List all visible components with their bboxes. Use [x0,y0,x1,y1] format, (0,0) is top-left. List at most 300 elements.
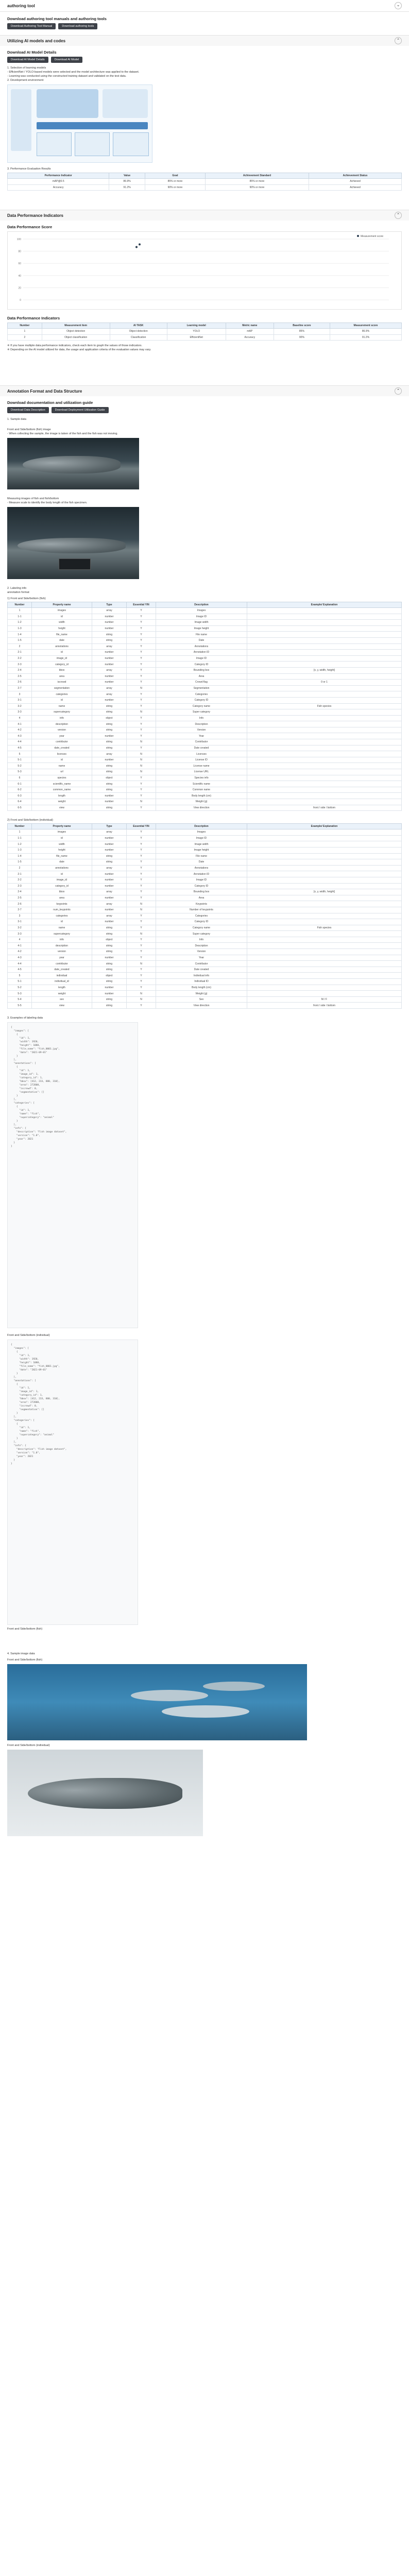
label-row-cell: Y [127,829,156,836]
legend-label: Measurement score [361,235,384,238]
label-row-cell [247,781,402,787]
label-row [8,955,402,961]
label-row-cell: number [92,991,127,997]
label-row-cell: N [127,709,156,716]
label-row-cell: Y [127,853,156,859]
label-row-cell: 1-2 [8,841,32,848]
label-row-cell: number [92,871,127,877]
label-row [8,715,402,721]
indicator-row [8,334,402,341]
label-row [8,901,402,907]
label-row-cell: Info [156,715,247,721]
label-row-cell: Y [127,865,156,871]
label-row-cell: Categories [156,691,247,698]
label-row [8,769,402,775]
label-row-cell: 4-4 [8,961,32,967]
label-row-cell: array [92,829,127,836]
label-row [8,985,402,991]
label-row [8,937,402,943]
label-row-cell: 5-1 [8,757,32,763]
perf-indicators-title: Data Performance Indicators [7,316,60,320]
label-row-cell: 4-5 [8,745,32,751]
label-row-cell: 6-4 [8,799,32,805]
label-row-cell: array [92,901,127,907]
label-row-cell: Number of keypoints [156,907,247,913]
label-row-cell: N [127,751,156,757]
label-row [8,637,402,643]
label-row-cell [247,739,402,745]
label-row-cell: number [92,625,127,632]
label-row [8,650,402,656]
indicator-row-cell: 1 [8,329,42,335]
img-caption-2: Front and Side/bottom (individual) [7,1744,50,1747]
label-row-cell: array [92,751,127,757]
authoring-title: Download authoring tool manuals and authoring tools [7,16,107,21]
label-row-cell: contributor [32,961,92,967]
chevron-down-icon[interactable]: ⌄ [395,2,402,9]
label-row-cell: Y [127,841,156,848]
label-row [8,835,402,841]
label-row-cell: supercategory [32,931,92,937]
example-caption-1: Front and Side/bottom (fish) [7,1628,43,1631]
label-row-cell [247,799,402,805]
label-row-cell: num_keypoints [32,907,92,913]
label-row-cell: 1-4 [8,853,32,859]
label-row-cell: id [32,614,92,620]
label-row-cell: string [92,787,127,793]
label-row-cell: Images [156,608,247,614]
label-row-cell: string [92,637,127,643]
label-row-cell: Keypoints [156,901,247,907]
label-row-cell: N [127,961,156,967]
label-row-cell: array [92,865,127,871]
label-row-cell: Y [127,637,156,643]
perf-section-header[interactable] [0,210,409,221]
label-row-cell: 5-3 [8,991,32,997]
label-row-cell: Y [127,727,156,733]
label-row-cell: 5-1 [8,979,32,985]
label-row-cell: Y [127,608,156,614]
label-row-cell: Individual info [156,973,247,979]
label-row-cell: Y [127,781,156,787]
label-row-cell: 4-1 [8,943,32,949]
label-row-cell: 6-2 [8,787,32,793]
label-row-cell: Category name [156,703,247,709]
label-row-cell: 4-4 [8,739,32,745]
label-row [8,961,402,967]
label-row-cell: array [92,608,127,614]
example-json-2: { "images": [ { "id": 1, "width": 1920, "height": 1080, "file_name": "fish_0001.jpg", "date": "2021-09-01" } ], "annotations": [ { "id": 1, "image_id": 1, "category_id": 1, "bbox": [412, 233, 880, 310], "area": 272800, "iscrowd": 0, "segmentation": [] } ], "categories": [ { "id": 1, "name": "fish", "supercategory": "animal" } ], "info": { "description": "Fish image dataset", "version": "1.0", "year": 2021 } } [7,1340,138,1625]
label-row-cell: description [32,721,92,727]
label-row-cell: length [32,985,92,991]
sample-title: 1. Sample data [7,418,26,421]
table2-caption: 2) Front and Side/bottom (individual) [7,819,53,822]
label-row [8,913,402,919]
table1-caption: 1) Front and Side/bottom (fish) [7,597,46,600]
label-row-cell: version [32,727,92,733]
label-row-cell: Images [156,829,247,836]
label-row-cell: Image ID [156,614,247,620]
label-row-cell: Y [127,787,156,793]
label-row [8,775,402,781]
label-row-cell: Y [127,859,156,866]
label-row-cell [247,961,402,967]
label-row-cell [247,614,402,620]
label-row [8,829,402,836]
label-th: Type [92,824,127,829]
label-row-cell: 4 [8,937,32,943]
label-row-cell: N [127,763,156,769]
label-row-cell: number [92,673,127,680]
label-row-cell: 4-5 [8,967,32,973]
label-row-cell: id [32,650,92,656]
label-row-cell: category_id [32,662,92,668]
label-row [8,883,402,889]
ai-note-3: - Learning was conducted using the constructed training dataset and validated on the test data. [7,75,127,78]
label-row-cell [247,943,402,949]
label-row-cell [247,775,402,781]
label-row-cell: License ID [156,757,247,763]
label-row-cell: Fish species [247,925,402,931]
label-row-cell [247,721,402,727]
label-row-cell: 2-2 [8,877,32,883]
photo-note-1: - When collecting the sample, the image is taken of the fish and the fish was not moving. [7,432,118,435]
label-row-cell: 2-2 [8,655,32,662]
label-row-cell: width [32,620,92,626]
ind-th: Measurement score [330,323,401,329]
label-row [8,632,402,638]
label-row-cell: string [92,1003,127,1009]
label-row-cell: Date created [156,745,247,751]
label-row-cell [247,895,402,901]
chevron-up-icon[interactable]: ⌃ [395,37,402,44]
label-row-cell [247,787,402,793]
label-row-cell: 5-2 [8,763,32,769]
ai-download-title: Download AI Model Details [7,50,57,55]
label-row-cell: Body length (cm) [156,793,247,799]
label-row-cell: object [92,937,127,943]
label-row-cell: array [92,685,127,691]
label-row-cell: Y [127,937,156,943]
indicator-row-cell: 2 [8,334,42,341]
label-row [8,751,402,757]
y-tick-label: 60 [18,262,21,266]
label-row [8,787,402,793]
label-row-cell [247,662,402,668]
label-table-2 [7,823,402,1009]
label-row-cell: weight [32,799,92,805]
indicator-row-cell: Object classification [42,334,110,341]
label-row [8,925,402,931]
ind-th: Baseline score [274,323,330,329]
label-row-cell: 4 [8,715,32,721]
perf-section-title: Data Performance Indicators [7,213,63,218]
photo-caption-1: Front and Side/bottom (fish) image [7,428,51,431]
label-row-cell: Weight (g) [156,799,247,805]
label-row-cell: string [92,961,127,967]
indicator-row-cell: mAP [226,329,274,335]
img-caption-1: Front and Side/bottom (fish) [7,1658,43,1662]
download-ai-model-button[interactable]: Download AI Model [51,57,82,63]
label-row-cell: Description [156,721,247,727]
label-row [8,680,402,686]
label-row-cell: 5-5 [8,1003,32,1009]
label-row-cell [247,991,402,997]
label-row-cell: images [32,608,92,614]
label-row-cell: Y [127,883,156,889]
label-row-cell: id [32,919,92,925]
label-row-cell: Category ID [156,883,247,889]
data-point [139,243,141,245]
label-row-cell: number [92,907,127,913]
label-row-cell: Y [127,655,156,662]
label-row [8,793,402,799]
label-row-cell [247,937,402,943]
labeling-title: 2. Labeling info [7,587,27,590]
chevron-up-icon[interactable]: ⌃ [395,212,402,219]
label-row [8,721,402,727]
download-guide-button[interactable]: Download Deployment Utilization Guide [52,407,109,413]
ind-th: Metric name [226,323,274,329]
label-row [8,841,402,848]
eval-row-cell: mAP@0.5 [8,179,109,185]
label-row-cell: name [32,703,92,709]
label-row-cell: number [92,877,127,883]
label-row-cell: name [32,763,92,769]
label-row-cell: id [32,871,92,877]
label-row-cell: number [92,680,127,686]
ai-note-1: 1. Selection of learning models [7,66,46,70]
eval-row [8,184,402,191]
label-row-cell: string [92,925,127,931]
label-row [8,931,402,937]
label-row [8,763,402,769]
label-row-cell: Y [127,835,156,841]
label-row-cell: string [92,632,127,638]
label-row-cell [247,877,402,883]
label-row-cell: width [32,841,92,848]
label-row-cell [247,691,402,698]
data-point [135,246,138,248]
label-row-cell [247,733,402,739]
label-row-cell: contributor [32,739,92,745]
download-ai-details-button[interactable]: Download AI Model Details [7,57,48,63]
label-row-cell: string [92,763,127,769]
label-row-cell: 5-2 [8,985,32,991]
indicator-row-cell: 86.9% [330,329,401,335]
label-row-cell: Image width [156,620,247,626]
label-row-cell: Year [156,733,247,739]
label-th: Example/ Explanation [247,602,402,608]
label-row-cell: file_name [32,632,92,638]
label-row-cell: N [127,901,156,907]
label-row-cell: array [92,643,127,650]
label-row [8,979,402,985]
label-row-cell: Y [127,805,156,811]
ai-section-header[interactable] [0,36,409,46]
label-row-cell: 6-1 [8,781,32,787]
label-row-cell: Category name [156,925,247,931]
ind-th: AI TASK [110,323,167,329]
label-row-cell: Fish species [247,703,402,709]
label-row [8,667,402,673]
label-row [8,949,402,955]
label-row-cell: 6-3 [8,793,32,799]
label-row-cell: Super category [156,709,247,716]
indicator-row-cell: 91.2% [330,334,401,341]
label-row-cell: Info [156,937,247,943]
eval-row-cell: Achieved [309,184,401,191]
authoring-tool-header[interactable] [0,0,409,11]
label-row-cell [247,697,402,703]
label-row [8,757,402,763]
label-row-cell: 1-3 [8,847,32,853]
label-row-cell: N [127,685,156,691]
label-row-cell: Date [156,859,247,866]
label-row-cell: Y [127,643,156,650]
label-row-cell: year [32,733,92,739]
label-row [8,709,402,716]
label-row-cell: number [92,955,127,961]
label-row-cell: number [92,799,127,805]
label-row-cell: version [32,949,92,955]
label-row-cell: Crowd flag [156,680,247,686]
label-row-cell: categories [32,691,92,698]
eval-th: Achievement Status [309,173,401,179]
label-row-cell: 4-3 [8,955,32,961]
label-row-cell: Image ID [156,835,247,841]
label-row-cell: Y [127,1003,156,1009]
perf-chart [7,231,402,310]
label-row-cell: Y [127,715,156,721]
anno-section [0,385,409,1846]
label-th: Property name [32,602,92,608]
label-row-cell: object [92,775,127,781]
label-row-cell: Y [127,703,156,709]
label-row [8,799,402,805]
label-th: Essential Y/N [127,824,156,829]
label-row-cell: Categories [156,913,247,919]
label-row-cell: string [92,721,127,727]
label-row-cell: array [92,913,127,919]
download-manual-button[interactable]: Download Authoring Tool Manual [7,23,56,29]
label-row-cell: individual [32,973,92,979]
label-row-cell: 0 or 1 [247,680,402,686]
label-row-cell: 6-5 [8,805,32,811]
label-row-cell: iscrowd [32,680,92,686]
label-row-cell: 2-6 [8,680,32,686]
perf-indicator-table [7,323,402,341]
label-row-cell: 2 [8,865,32,871]
label-row-cell: Area [156,895,247,901]
indicator-row-cell: Object detection [110,329,167,335]
label-row [8,895,402,901]
label-row-cell: 4-2 [8,727,32,733]
label-row-cell: Y [127,973,156,979]
label-row-cell [247,763,402,769]
label-row-cell: 5 [8,973,32,979]
label-row [8,703,402,709]
label-row-cell: N [127,907,156,913]
label-row-cell: Date created [156,967,247,973]
label-row-cell: string [92,805,127,811]
label-row-cell [247,931,402,937]
label-row-cell: array [92,889,127,895]
label-row-cell: url [32,769,92,775]
label-row [8,847,402,853]
label-row-cell: 1-3 [8,625,32,632]
label-row-cell [247,919,402,925]
anno-section-header[interactable] [0,386,409,396]
label-row-cell: height [32,625,92,632]
label-row-cell [247,973,402,979]
label-row-cell: 3-2 [8,925,32,931]
label-row-cell: scientific_name [32,781,92,787]
download-description-button[interactable]: Download Data Description [7,407,49,413]
label-row-cell: Y [127,650,156,656]
label-row-cell: Y [127,662,156,668]
label-row-cell: 2-5 [8,895,32,901]
label-row-cell: categories [32,913,92,919]
label-row-cell [247,865,402,871]
label-row-cell [247,979,402,985]
label-row [8,871,402,877]
chevron-up-icon[interactable]: ⌃ [395,387,402,395]
sample-image-1 [7,1664,307,1740]
label-row-cell: Category ID [156,919,247,925]
label-row-cell: Y [127,985,156,991]
label-row-cell [247,793,402,799]
download-tools-button[interactable]: Download authoring tools [58,23,97,29]
label-row [8,673,402,680]
label-row-cell: Individual ID [156,979,247,985]
label-row [8,877,402,883]
label-row-cell: Y [127,877,156,883]
label-row-cell: sex [32,996,92,1003]
label-row-cell [247,655,402,662]
label-row-cell [247,883,402,889]
label-th: Type [92,602,127,608]
eval-row-cell: 85% or more [205,179,309,185]
label-row-cell [247,913,402,919]
indicator-row-cell: EfficientNet [167,334,226,341]
label-row-cell: bbox [32,667,92,673]
label-row-cell: Y [127,967,156,973]
ai-section [0,35,409,210]
ind-th: Number [8,323,42,329]
label-row-cell: 2-7 [8,685,32,691]
label-row-cell [247,949,402,955]
label-row-cell: Y [127,925,156,931]
label-row-cell: category_id [32,883,92,889]
label-th: Number [8,602,32,608]
label-row-cell: Bounding box [156,889,247,895]
example-json-1: { "images": [ { "id": 1, "width": 1920, "height": 1080, "file_name": "fish_0001.jpg", "date": "2021-09-01" } ], "annotations": [ { "id": 1, "image_id": 1, "category_id": 1, "bbox": [412, 233, 880, 310], "area": 272800, "iscrowd": 0, "segmentation": [] } ], "categories": [ { "id": 1, "name": "fish", "supercategory": "animal" } ], "info": { "description": "Fish image dataset", "version": "1.0", "year": 2021 } } [7,1022,138,1328]
label-row-cell [247,625,402,632]
label-row-cell: N [127,757,156,763]
authoring-tool-title: authoring tool [7,3,35,8]
label-row-cell: Contributor [156,961,247,967]
label-row-cell: 6 [8,775,32,781]
label-row-cell: name [32,925,92,931]
label-row-cell: Image height [156,847,247,853]
perf-chart-title: Data Performance Score [7,225,53,229]
label-th: Description [156,824,247,829]
authoring-section [0,11,409,35]
label-row [8,943,402,949]
label-row-cell: string [92,853,127,859]
label-row-cell: image_id [32,877,92,883]
